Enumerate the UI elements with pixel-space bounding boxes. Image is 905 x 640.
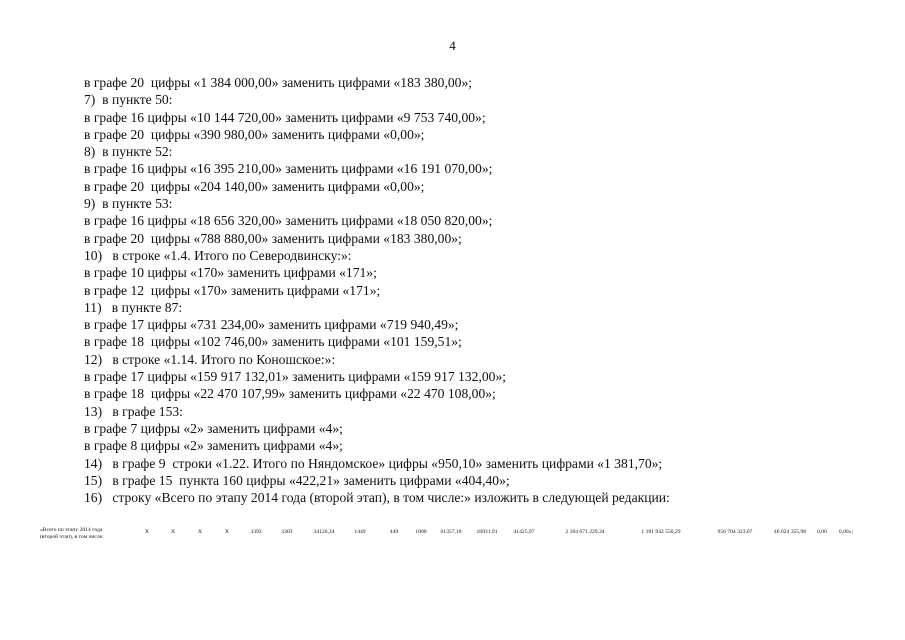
text-line: в графе 16 цифры «10 144 720,00» заменить цифрами «9 753 740,00»; (84, 109, 486, 125)
text-line: 11) в пункте 87: (84, 299, 183, 315)
text-line: 9) в пункте 53: (84, 196, 173, 212)
text-line: в графе 20 цифры «204 140,00» заменить цифрами «0,00»; (84, 178, 425, 194)
row-label (40, 527, 130, 541)
table-row (40, 527, 854, 547)
table-cell: 0,00»; (838, 529, 854, 535)
text-line: в графе 18 цифры «22 470 107,99» заменить цифрами «22 470 108,00»; (84, 386, 496, 402)
text-line: в графе 20 цифры «1 384 000,00» заменить цифрами «183 380,00»; (84, 75, 473, 90)
text-line: 13) в графе 153: (84, 403, 183, 419)
text-line: 8) в пункте 52: (84, 144, 173, 160)
text-line: в графе 18 цифры «102 746,00» заменить цифрами «101 159,51»; (84, 334, 462, 350)
table-cell: 41425,97 (513, 529, 535, 535)
table-cell: X (197, 529, 203, 535)
page-number: 4 (449, 38, 456, 53)
row-label-line: «Всего по этапу 2014 года (40, 527, 103, 533)
table-cell: X (224, 529, 230, 535)
table-cell: X (144, 529, 150, 535)
text-line: 14) в графе 9 строки «1.22. Итого по Няндомское» цифры «950,10» заменить цифрами «1 381,70»; (84, 455, 663, 471)
table-cell: 2 184 671 229,34 (565, 529, 605, 535)
text-line: в графе 17 цифры «159 917 132,01» заменить цифрами «159 917 132,00»; (84, 369, 507, 385)
table-cell: 449 (389, 529, 399, 535)
text-line: в графе 20 цифры «390 980,00» заменить цифрами «0,00»; (84, 126, 425, 142)
table-cell: 1449 (354, 529, 366, 535)
text-line: 12) в строке «1.14. Итого по Коношское:»: (84, 351, 336, 367)
text-line: в графе 16 цифры «16 395 210,00» заменить цифрами «16 191 070,00»; (84, 161, 493, 177)
table-cell: 3393 (250, 529, 262, 535)
table-cell: 46 024 355,98 (773, 529, 807, 535)
table-cell: 0,00 (817, 529, 827, 535)
table-cell: 3303 (281, 529, 293, 535)
text-line: в графе 10 цифры «170» заменить цифрами «171»; (84, 265, 377, 281)
table-cell: 18931,91 (476, 529, 498, 535)
text-line: 7) в пункте 50: (84, 92, 173, 108)
text-line: в графе 20 цифры «788 880,00» заменить цифрами «183 380,00»; (84, 230, 462, 246)
table-cell: 34126,34 (313, 529, 335, 535)
table-cell: 1000 (415, 529, 427, 535)
text-line: в графе 8 цифры «2» заменить цифрами «4»; (84, 438, 343, 454)
text-line: 16) строку «Всего по этапу 2014 года (второй этап), в том числе:» изложить в следующей редакции: (84, 490, 670, 506)
text-line: в графе 7 цифры «2» заменить цифрами «4»; (84, 420, 343, 436)
table-cell: 61357,18 (440, 529, 462, 535)
text-line: 15) в графе 15 пункта 160 цифры «422,21» заменить цифрами «404,40»; (84, 472, 510, 488)
text-line: в графе 12 цифры «170» заменить цифрами «171»; (84, 282, 381, 298)
text-line: в графе 16 цифры «18 656 320,00» заменить цифрами «18 050 820,00»; (84, 213, 493, 229)
text-line: в графе 17 цифры «731 234,00» заменить цифрами «719 940,49»; (84, 317, 459, 333)
table-cell: 956 704 323,07 (717, 529, 753, 535)
row-label-line: (второй этап), в том числе: (40, 534, 104, 540)
text-line: 10) в строке «1.4. Итого по Северодвинску:»: (84, 247, 352, 263)
table-cell: X (170, 529, 176, 535)
amendment-text (84, 74, 884, 506)
table-cell: 1 181 942 550,29 (641, 529, 681, 535)
